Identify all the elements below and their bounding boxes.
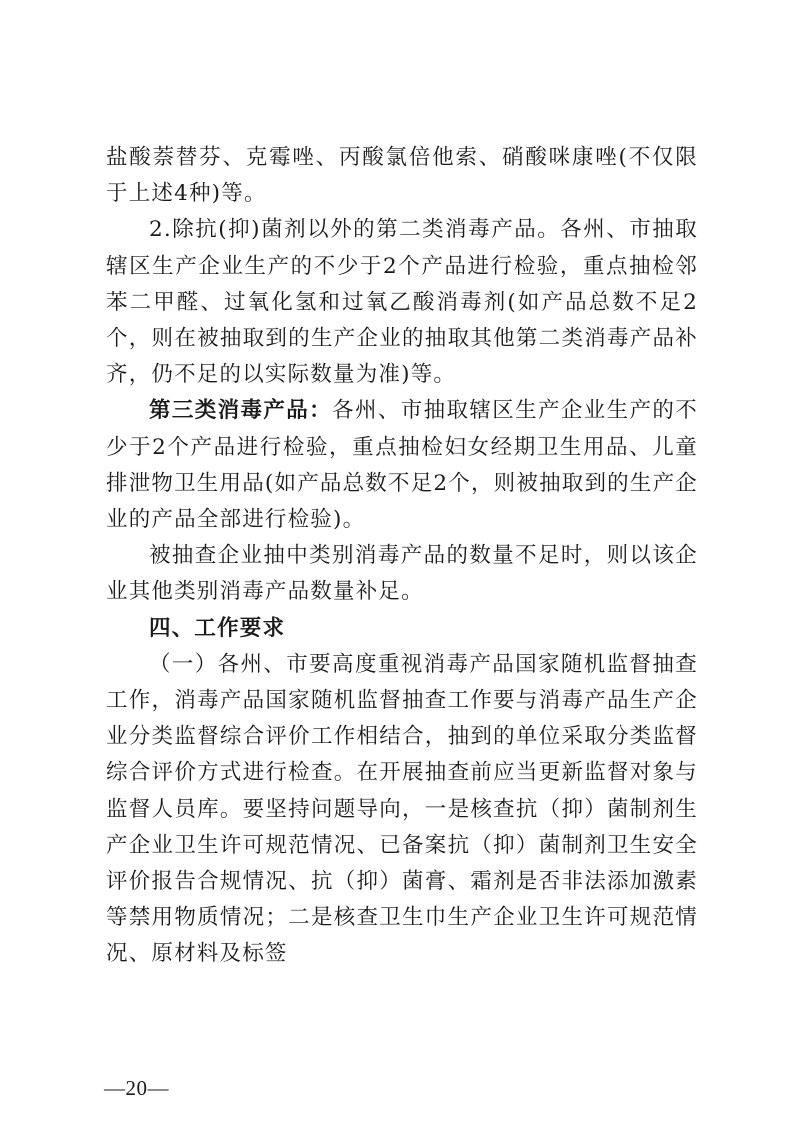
- paragraph-supplement: [106, 538, 698, 610]
- section-paragraph: [106, 647, 698, 973]
- section-heading: 四、工作要求: [149, 615, 286, 641]
- paragraph-text: 盐酸萘替芬、克霉唑、丙酸氯倍他索、硝酸咪康唑(不仅限于上述4种)等。: [106, 145, 698, 207]
- paragraph-item-2: [106, 212, 698, 393]
- paragraph-category-3: [106, 393, 698, 538]
- paragraph-continuation: [106, 140, 698, 212]
- paragraph-text: 被抽查企业抽中类别消毒产品的数量不足时，则以该企业其他类别消毒产品数量补足。: [106, 543, 698, 605]
- paragraph-text: （一）各州、市要高度重视消毒产品国家随机监督抽查工作，消毒产品国家随机监督抽查工作要与消毒产品生产企业分类监督综合评价工作相结合，抽到的单位采取分类监督综合评价方式进行检查。在开展抽查前应当更新监督对象与监督人员库。要坚持问题导向，一是核查抗（抑）菌制剂生产企业卫生许可规范情况、已备案抗（抑）菌制剂卫生安全评价报告合规情况、抗（抑）菌膏、霜剂是否非法添加激素等禁用物质情况；二是核查卫生巾生产企业卫生许可规范情况、原材料及标签: [106, 651, 698, 967]
- paragraph-text: 2.除抗(抑)菌剂以外的第二类消毒产品。各州、市抽取辖区生产企业生产的不少于2个产品进行检验，重点抽检邻苯二甲醛、过氧化氢和过氧乙酸消毒剂(如产品总数不足2个，则在被抽取到的生产企业的抽取其他第二类消毒产品补齐，仍不足的以实际数量为准)等。: [106, 217, 698, 388]
- paragraph-lead: 第三类消毒产品：: [149, 398, 333, 424]
- document-body: [106, 140, 698, 973]
- page-number: —20—: [104, 1076, 169, 1100]
- paragraph-text: 各州、市抽取辖区生产企业生产的不少于2个产品进行检验，重点抽检妇女经期卫生用品、儿童排泄物卫生用品(如产品总数不足2个，则被抽取到的生产企业的产品全部进行检验)。: [106, 398, 698, 533]
